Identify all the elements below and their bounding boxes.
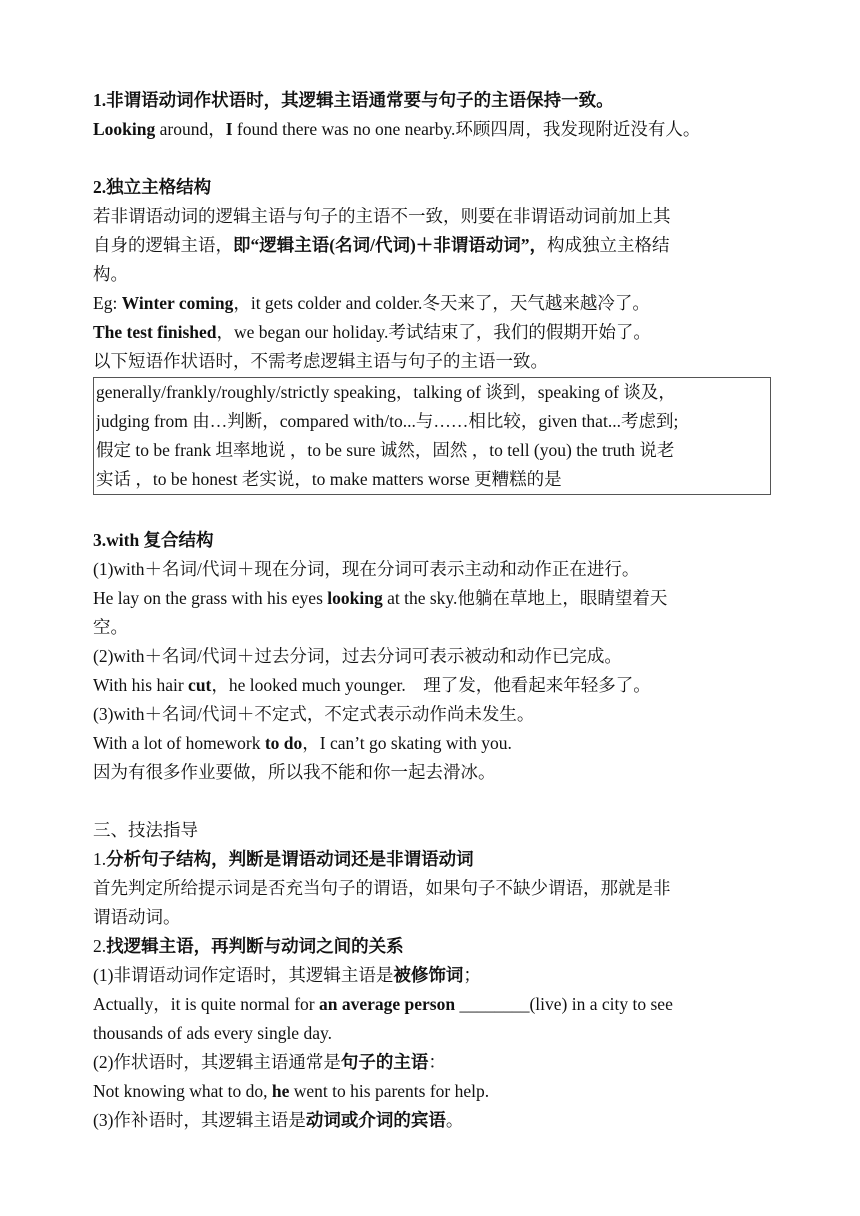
section-2-example-2: The test finished，we began our holiday.考试结束了，我们的假期开始了。 xyxy=(93,322,651,342)
section-1-example: Looking around，I found there was no one nearby.环顾四周，我发现附近没有人。 xyxy=(93,119,701,139)
phrase-box-line: 实话 ，to be honest 老实说，to make matters worse 更糟糕的是 xyxy=(96,469,562,489)
technique-2-case-1-example: Actually，it is quite normal for an average person ________(live) in a city to see xyxy=(93,994,673,1014)
document-page xyxy=(93,86,773,1135)
technique-1-desc-line-1: 首先判定所给提示词是否充当句子的谓语，如果句子不缺少谓语，那就是非 xyxy=(93,878,671,898)
phrase-box-line: judging from 由…判断，compared with/to...与……相比较，given that...考虑到; xyxy=(96,411,679,431)
section-4-heading: 三、技法指导 xyxy=(93,820,198,840)
technique-2-case-2: (2)作状语时，其逻辑主语通常是句子的主语： xyxy=(93,1052,446,1072)
phrase-box xyxy=(93,377,771,495)
spacer xyxy=(93,497,773,526)
spacer xyxy=(93,787,773,816)
section-1-heading: 1.非谓语动词作状语时，其逻辑主语通常要与句子的主语保持一致。 xyxy=(93,90,614,110)
section-3-point-2-example: With his hair cut，he looked much younger. 理了发，他看起来年轻多了。 xyxy=(93,675,651,695)
phrase-box-line: generally/frankly/roughly/strictly speaking，talking of 谈到，speaking of 谈及， xyxy=(96,382,676,402)
section-3-heading: 3.with 复合结构 xyxy=(93,530,214,550)
spacer xyxy=(93,144,773,173)
section-2-desc-line-1: 若非谓语动词的逻辑主语与句子的主语不一致，则要在非谓语动词前加上其 xyxy=(93,206,671,226)
section-2-example-1: Eg: Winter coming，it gets colder and colder.冬天来了，天气越来越冷了。 xyxy=(93,293,650,313)
section-2-desc-line-2: 自身的逻辑主语，即“逻辑主语(名词/代词)＋非谓语动词”，构成独立主格结 xyxy=(93,235,670,255)
section-2-note: 以下短语作状语时，不需考虑逻辑主语与句子的主语一致。 xyxy=(93,351,548,371)
section-3-point-3: (3)with＋名词/代词＋不定式，不定式表示动作尚未发生。 xyxy=(93,704,535,724)
section-3-point-1-example-cont: 空。 xyxy=(93,617,128,637)
technique-2-case-1: (1)非谓语动词作定语时，其逻辑主语是被修饰词； xyxy=(93,965,481,985)
technique-2-case-2-example: Not knowing what to do, he went to his parents for help. xyxy=(93,1081,490,1101)
section-2-heading: 2.独立主格结构 xyxy=(93,177,212,197)
section-3-point-3-translation: 因为有很多作业要做，所以我不能和你一起去滑冰。 xyxy=(93,762,496,782)
section-3-point-1: (1)with＋名词/代词＋现在分词，现在分词可表示主动和动作正在进行。 xyxy=(93,559,640,579)
technique-1-desc-line-2: 谓语动词。 xyxy=(93,907,181,927)
section-3-point-1-example: He lay on the grass with his eyes looking at the sky.他躺在草地上，眼睛望着天 xyxy=(93,588,668,608)
technique-2-case-1-example-cont: thousands of ads every single day. xyxy=(93,1023,332,1043)
technique-2-title: 2.找逻辑主语，再判断与动词之间的关系 xyxy=(93,936,404,956)
phrase-box-line: 假定 to be frank 坦率地说 ，to be sure 诚然，固然 ，to tell (you) the truth 说老 xyxy=(96,440,675,460)
technique-1-title: 1.分析句子结构，判断是谓语动词还是非谓语动词 xyxy=(93,849,474,869)
technique-2-case-3: (3)作补语时，其逻辑主语是动词或介词的宾语。 xyxy=(93,1110,464,1130)
section-3-point-3-example: With a lot of homework to do，I can’t go skating with you. xyxy=(93,733,512,753)
section-2-desc-line-3: 构。 xyxy=(93,264,128,284)
section-3-point-2: (2)with＋名词/代词＋过去分词，过去分词可表示被动和动作已完成。 xyxy=(93,646,622,666)
